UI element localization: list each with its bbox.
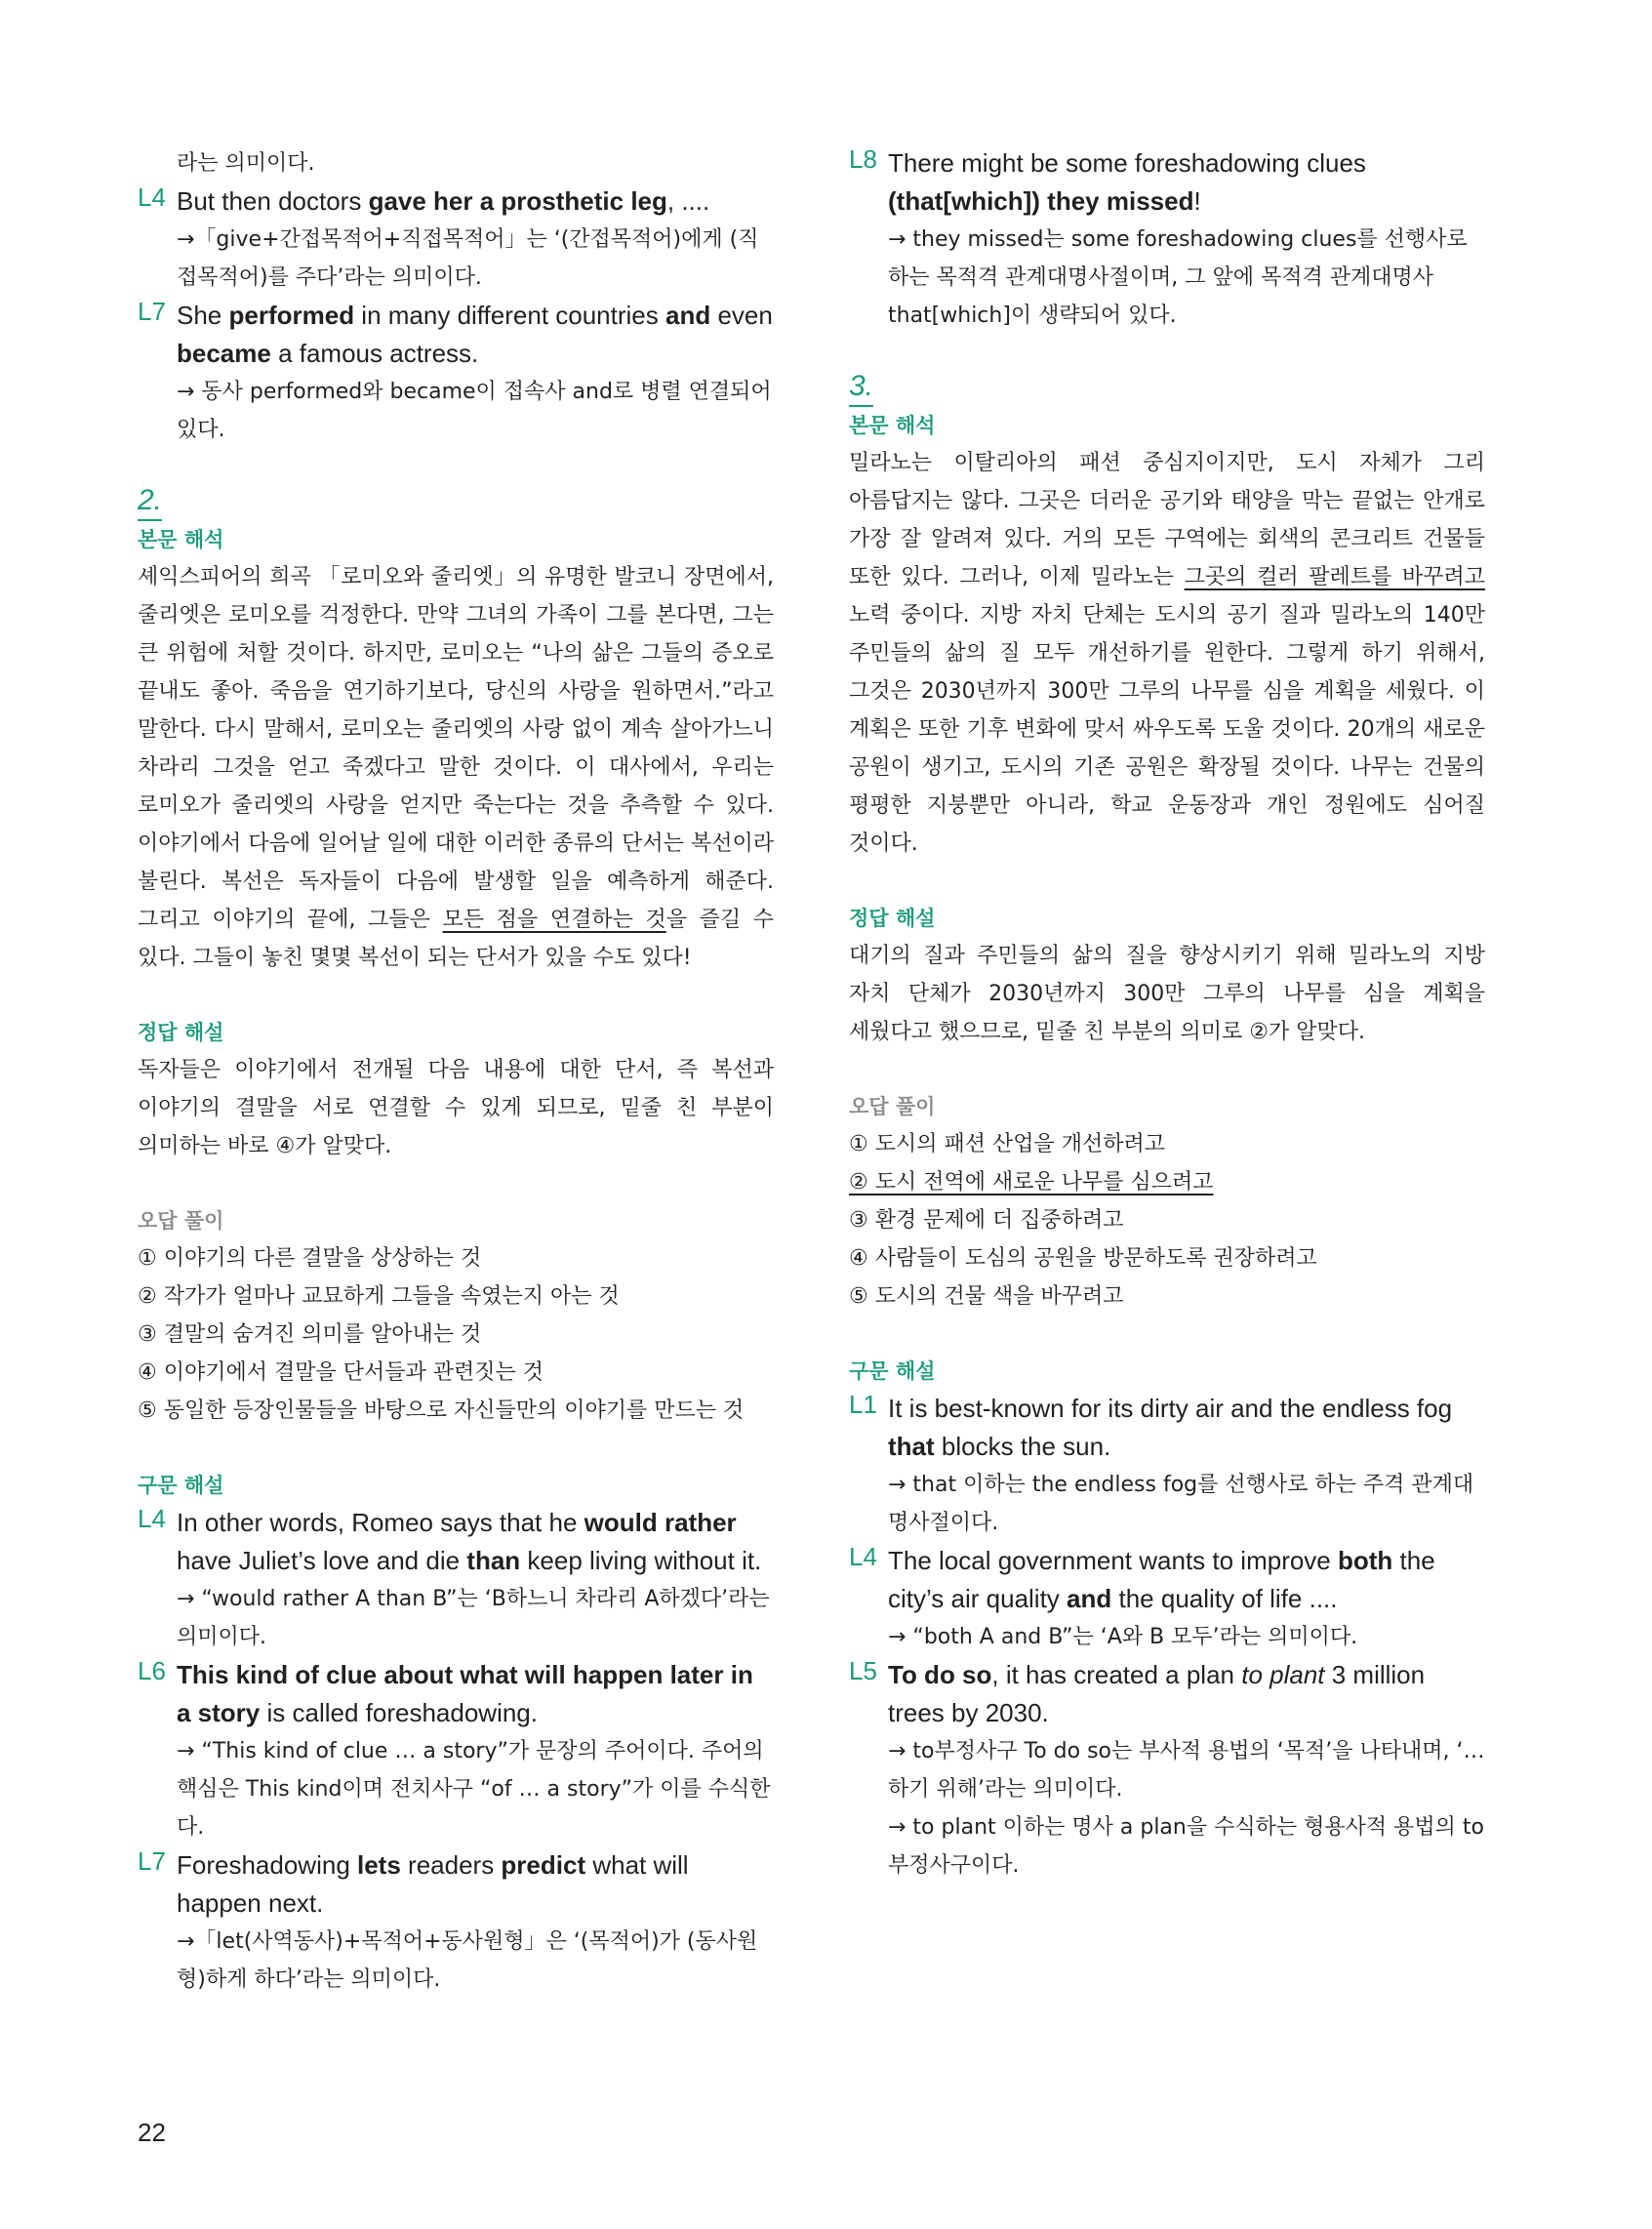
syntax-note: → “This kind of clue … a story”가 문장의 주어이다. 주어의 핵심은 This kind이며 전치사구 “of … a story”가 이를 수식한다. bbox=[177, 1739, 771, 1840]
heading-answer: 정답 해설 bbox=[849, 907, 936, 930]
heading-translation: 본문 해석 bbox=[138, 528, 224, 551]
syntax-line-L1 bbox=[849, 1390, 1485, 1466]
heading-wrong-answers: 오답 풀이 bbox=[138, 1209, 224, 1233]
option-1: ① 이야기의 다른 결말을 상상하는 것 bbox=[138, 1246, 482, 1271]
syntax-note: → “both A and B”는 ‘A와 B 모두’라는 의미이다. bbox=[888, 1625, 1358, 1649]
heading-translation: 본문 해석 bbox=[849, 414, 936, 437]
english-sentence: There might be some foreshadowing clues (that[which]) they missed! bbox=[888, 148, 1366, 216]
syntax-line-L6 bbox=[138, 1656, 774, 1732]
syntax-line-L4 bbox=[138, 1504, 774, 1580]
syntax-line-L4 bbox=[849, 1542, 1485, 1618]
underlined-phrase: 모든 점을 연결하는 것 bbox=[442, 908, 666, 932]
option-5: ⑤ 도시의 건물 색을 바꾸려고 bbox=[849, 1284, 1124, 1309]
english-sentence: She performed in many different countries and even became a famous actress. bbox=[177, 301, 773, 368]
syntax-line-L7 bbox=[138, 1846, 774, 1923]
option-3: ③ 환경 문제에 더 집중하려고 bbox=[849, 1208, 1124, 1233]
translation-paragraph: 밀라노는 이탈리아의 패션 중심지이지만, 도시 자체가 그리 아름답지는 않다. 그곳은 더러운 공기와 태양을 막는 끝없는 안개로 가장 잘 알려져 있다. 거의 모든 구역에는 회색의 콘크리트 건물들 또한 있다. 그러나, 이제 밀라노는 그곳의 컬러 팔레트를 바꾸려고 노력 중이다. 지방 자치 단체는 도시의 공기 질과 밀라노의 140만 주민들의 삶의 질 모두 개선하기를 원한다. 그렇게 하기 위해서, 그것은 2030년까지 300만 그루의 나무를 심을 계획을 세웠다. 이 계획은 또한 기후 변화에 맞서 싸우도록 도울 것이다. 20개의 새로운 공원이 생기고, 도시의 기존 공원은 확장될 것이다. 나무는 건물의 평평한 지붕뿐만 아니라, 학교 운동장과 개인 정원에도 심어질 것이다. bbox=[849, 451, 1485, 856]
english-sentence: In other words, Romeo says that he would rather have Juliet’s love and die than keep living without it. bbox=[177, 1508, 762, 1575]
line-number: L7 bbox=[138, 1846, 166, 1876]
syntax-note: → they missed는 some foreshadowing clues를 선행사로 하는 목적격 관계대명사절이며, 그 앞에 목적격 관계대명사 that[which]이 생략되어 있다. bbox=[888, 227, 1468, 328]
answer-explanation: 대기의 질과 주민들의 삶의 질을 향상시키기 위해 밀라노의 지방 자치 단체가 2030년까지 300만 그루의 나무를 심을 계획을 세웠다고 했으므로, 밑줄 친 부분의 의미로 ②가 알맞다. bbox=[849, 944, 1485, 1044]
option-3: ③ 결말의 숨겨진 의미를 알아내는 것 bbox=[138, 1322, 482, 1347]
section-number-2: 2. bbox=[138, 484, 162, 521]
heading-syntax: 구문 해설 bbox=[138, 1474, 224, 1497]
syntax-line-L7-prev bbox=[138, 297, 774, 373]
english-sentence: This kind of clue about what will happen later in a story is called foreshadowing. bbox=[177, 1660, 753, 1727]
english-sentence: The local government wants to improve both the city’s air quality and the quality of life .... bbox=[888, 1546, 1435, 1613]
option-4: ④ 사람들이 도심의 공원을 방문하도록 권장하려고 bbox=[849, 1246, 1317, 1271]
continued-note: 라는 의미이다. bbox=[177, 151, 315, 176]
left-column bbox=[138, 144, 774, 1999]
syntax-note: → “would rather A than B”는 ‘B하느니 차라리 A하겠다’라는 의미이다. bbox=[177, 1587, 770, 1649]
underlined-phrase: 그곳의 컬러 팔레트를 바꾸려고 bbox=[1184, 565, 1485, 589]
line-number: L8 bbox=[849, 144, 877, 174]
syntax-line-L5 bbox=[849, 1656, 1485, 1732]
syntax-note: → 동사 performed와 became이 접속사 and로 병렬 연결되어 있다. bbox=[177, 380, 772, 442]
line-number: L6 bbox=[138, 1656, 166, 1685]
option-4: ④ 이야기에서 결말을 단서들과 관련짓는 것 bbox=[138, 1360, 544, 1385]
line-number: L4 bbox=[849, 1542, 877, 1571]
line-number: L7 bbox=[138, 297, 166, 326]
translation-paragraph: 셰익스피어의 희곡 「로미오와 줄리엣」의 유명한 발코니 장면에서, 줄리엣은 로미오를 걱정한다. 만약 그녀의 가족이 그를 본다면, 그는 큰 위험에 처할 것이다. 하지만, 로미오는 “나의 삶은 그들의 증오로 끝내도 좋아. 죽음을 연기하기보다, 당신의 사랑을 원하면서.”라고 말한다. 다시 말해서, 로미오는 줄리엣의 사랑 없이 계속 살아가느니 차라리 그것을 얻고 죽겠다고 말한 것이다. 이 대사에서, 우리는 로미오가 줄리엣의 사랑을 얻지만 죽는다는 것을 추측할 수 있다. 이야기에서 다음에 일어날 일에 대한 이러한 종류의 단서는 복선이라 불린다. 복선은 독자들이 다음에 발생할 일을 예측하게 해준다. 그리고 이야기의 끝에, 그들은 모든 점을 연결하는 것을 즐길 수 있다. 그들이 놓친 몇몇 복선이 되는 단서가 있을 수도 있다! bbox=[138, 565, 774, 970]
syntax-note: →「give+간접목적어+직접목적어」는 ‘(간접목적어)에게 (직접목적어)를 주다’라는 의미이다. bbox=[177, 227, 759, 290]
heading-wrong-answers: 오답 풀이 bbox=[849, 1095, 936, 1118]
english-sentence: It is best-known for its dirty air and the endless fog that blocks the sun. bbox=[888, 1394, 1453, 1461]
syntax-note: → that 이하는 the endless fog를 선행사로 하는 주격 관계대명사절이다. bbox=[888, 1473, 1474, 1535]
option-5: ⑤ 동일한 등장인물들을 바탕으로 자신들만의 이야기를 만드는 것 bbox=[138, 1398, 745, 1423]
english-sentence: But then doctors gave her a prosthetic leg, .... bbox=[177, 186, 710, 216]
heading-syntax: 구문 해설 bbox=[849, 1359, 936, 1383]
syntax-note: →「let(사역동사)+목적어+동사원형」은 ‘(목적어)가 (동사원형)하게 하다’라는 의미이다. bbox=[177, 1929, 758, 1992]
option-2: ② 작가가 얼마나 교묘하게 그들을 속였는지 아는 것 bbox=[138, 1284, 620, 1309]
answer-explanation: 독자들은 이야기에서 전개될 다음 내용에 대한 단서, 즉 복선과 이야기의 결말을 서로 연결할 수 있게 되므로, 밑줄 친 부분이 의미하는 바로 ④가 알맞다. bbox=[138, 1058, 774, 1158]
line-number: L4 bbox=[138, 182, 166, 212]
right-column bbox=[849, 144, 1485, 1885]
english-sentence: Foreshadowing lets readers predict what will happen next. bbox=[177, 1850, 689, 1918]
line-number: L4 bbox=[138, 1504, 166, 1533]
syntax-line-L4-prev bbox=[138, 182, 774, 221]
section-number-3: 3. bbox=[849, 370, 873, 407]
line-number: L5 bbox=[849, 1656, 877, 1685]
english-sentence: To do so, it has created a plan to plant 3 million trees by 2030. bbox=[888, 1660, 1426, 1727]
option-2: ② 도시 전역에 새로운 나무를 심으려고 bbox=[849, 1170, 1214, 1195]
syntax-note: → to부정사구 To do so는 부사적 용법의 ‘목적’을 나타내며, ‘…하기 위해’라는 의미이다. bbox=[888, 1739, 1485, 1802]
syntax-line-L8 bbox=[849, 144, 1485, 221]
line-number: L1 bbox=[849, 1390, 877, 1419]
option-1: ① 도시의 패션 산업을 개선하려고 bbox=[849, 1132, 1165, 1156]
page-number: 22 bbox=[138, 2118, 166, 2147]
heading-answer: 정답 해설 bbox=[138, 1021, 224, 1044]
syntax-note: → to plant 이하는 명사 a plan을 수식하는 형용사적 용법의 to부정사구이다. bbox=[888, 1815, 1484, 1878]
